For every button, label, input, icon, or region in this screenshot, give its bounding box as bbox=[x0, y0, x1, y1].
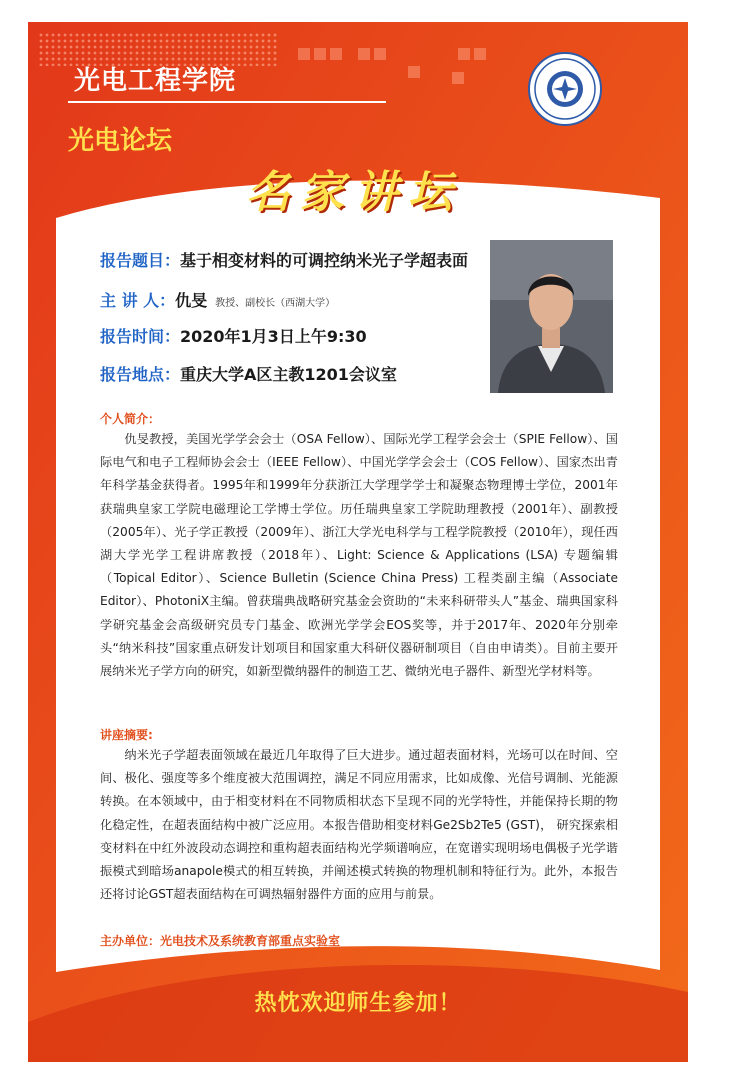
speaker-label: 主 讲 人： bbox=[100, 291, 176, 310]
bio-text: 仇旻教授，美国光学学会会士（OSA Fellow）、国际光学工程学会会士（SPIE Fellow）、国际电气和电子工程师协会会士（IEEE Fellow）、中国光学学会会士（COS Fellow）、国家杰出青年科学基金获得者。1995年和1999年分获浙江大学理学学士和凝聚态物理博士学位，2001年获瑞典皇家工学院电磁理论工学博士学位。历任瑞典皇家工学院助理教授（2001年）、副教授（2005年）、光子学正教授（2009年）、浙江大学光电科学与工程学院教授（2010年），现任西湖大学光学工程讲席教授（2018年）、Light: Science & Applications (LSA) 专题编辑（Topical Editor）、Science Bulletin (Science China Press) 工程类副主编（Associate Editor）、PhotoniX主编。曾获瑞典战略研究基金会资助的“未来科研带头人”基金、瑞典国家科学研究基金会高级研究员专门基金、欧洲光学学会EOS奖等，并于2017年、2020年分别牵头“纳米科技”国家重点研发计划项目和国家重大科研仪器研制项目（自由申请类）。目前主要开展纳米光子学方向的研究，如新型微纳器件的制造工艺、微纳光电子器件、新型光学材料等。 bbox=[100, 432, 618, 679]
talk-title-value: 基于相变材料的可调控纳米光子学超表面 bbox=[180, 251, 469, 270]
speaker-row bbox=[100, 288, 335, 311]
title-divider bbox=[68, 101, 386, 103]
speaker-name: 仇旻 bbox=[175, 291, 208, 310]
organizer-value: 光电技术及系统教育部重点实验室 bbox=[160, 934, 341, 948]
decorative-square bbox=[452, 72, 464, 84]
place-label: 报告地点： bbox=[100, 365, 181, 384]
decorative-square bbox=[458, 48, 470, 60]
abstract-heading: 讲座摘要: bbox=[100, 728, 153, 742]
organizer-label: 主办单位： bbox=[100, 934, 161, 948]
decorative-square bbox=[474, 48, 486, 60]
place-value: 重庆大学A区主教1201会议室 bbox=[180, 365, 397, 384]
headline: 名家讲坛 bbox=[246, 167, 462, 218]
decorative-square bbox=[298, 48, 310, 60]
decorative-square bbox=[358, 48, 370, 60]
place-row bbox=[100, 362, 397, 385]
decorative-square bbox=[408, 66, 420, 78]
time-label: 报告时间： bbox=[100, 327, 181, 346]
poster bbox=[28, 22, 688, 1062]
welcome-banner: 热忱欢迎师生参加！ bbox=[254, 990, 462, 1016]
university-emblem-icon bbox=[528, 52, 602, 126]
bio-heading: 个人简介： bbox=[100, 412, 161, 426]
abstract-text: 纳米光子学超表面领域在最近几年取得了巨大进步。通过超表面材料，光场可以在时间、空间、极化、强度等多个维度被大范围调控，满足不同应用需求，比如成像、光信号调制、光能源转换。在本领域中，由于相变材料在不同物质相状态下呈现不同的光学特性，并能保持长期的物化稳定性，在超表面结构中被广泛应用。本报告借助相变材料Ge2Sb2Te5 (GST)， 研究探索相变材料在中红外波段动态调控和重构超表面结构光学频谱响应，在宽谱实现明场电偶极子光学谐振模式到暗场anapole模式的相互转换，并阐述模式转换的物理机制和特征行为。此外，本报告还将讨论GST超表面结构在可调热辐射器件方面的应用与前景。 bbox=[100, 748, 618, 902]
speaker-role: 教授、副校长（西湖大学） bbox=[215, 298, 336, 309]
college-name: 光电工程学院 bbox=[74, 66, 237, 96]
organizer-row bbox=[100, 932, 340, 949]
forum-name: 光电论坛 bbox=[68, 126, 173, 156]
decorative-square bbox=[374, 48, 386, 60]
time-row bbox=[100, 324, 367, 347]
speaker-portrait bbox=[490, 240, 613, 393]
talk-title-label: 报告题目： bbox=[100, 251, 181, 270]
decorative-square bbox=[330, 48, 342, 60]
decorative-square bbox=[314, 48, 326, 60]
time-value: 2020年1月3日上午9:30 bbox=[180, 327, 367, 346]
talk-title-row bbox=[100, 248, 468, 271]
